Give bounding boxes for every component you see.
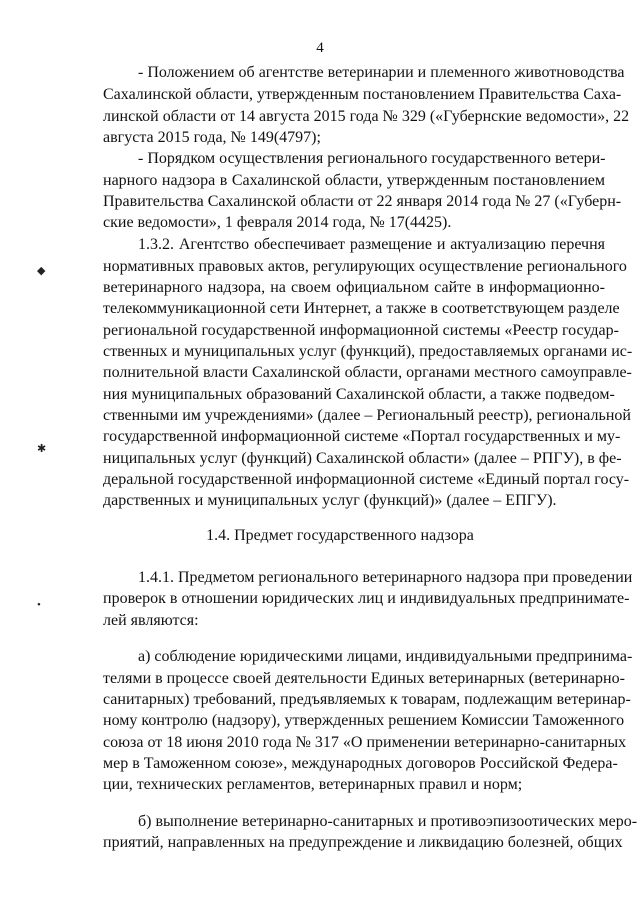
text-line: ции, технических регламентов, ветеринарных правил и норм; (103, 776, 523, 793)
text-line: Правительства Сахалинской области от 22 января 2014 года № 27 («Губерн- (103, 193, 622, 210)
text-line: ному контролю (надзору), утвержденных решением Комиссии Таможенного (103, 712, 625, 729)
text-line: санитарных) требований, предъявляемых к товарам, подлежащим ветеринар- (103, 691, 631, 708)
text-line: приятий, направленных на предупреждение и ликвидацию болезней, общих (103, 834, 623, 851)
text-line: б) выполнение ветеринарно-санитарных и противоэпизоотических меро- (138, 813, 638, 830)
text-line: региональной государственной информационной системы «Реестр государ- (103, 322, 619, 339)
text-line: полнительной власти Сахалинской области, органами местного самоуправле- (103, 364, 632, 381)
text-line: ния муниципальных образований Сахалинской области, а также подведом- (103, 386, 615, 403)
text-line: ниципальных услуг (функций) Сахалинской области» (далее – РПГУ), в фе- (103, 450, 622, 467)
text-line: ственных и муниципальных услуг (функций), предоставляемых органами ис- (103, 343, 633, 360)
text-line: - Порядком осуществления регионального государственного ветери- (138, 150, 606, 167)
text-line: дарственных и муниципальных услуг (функций)» (далее – ЕПГУ). (103, 492, 557, 509)
text-line: государственной информационной системе «Портал государственных и му- (103, 428, 621, 445)
text-line: 1.3.2. Агентство обеспечивает размещение и актуализацию перечня (138, 236, 605, 253)
text-line: линской области от 14 августа 2015 года № 329 («Губернские ведомости», 22 (103, 108, 630, 125)
text-line: нарного надзора в Сахалинской области, утвержденным постановлением (103, 172, 605, 189)
text-line: 1.4.1. Предметом регионального ветеринарного надзора при проведении (138, 569, 633, 586)
text-line: - Положением об агентстве ветеринарии и племенного животноводства (138, 64, 625, 81)
text-line: деральной государственной информационной системе «Единый портал госу- (103, 471, 630, 488)
text-line: августа 2015 года, № 149(4797); (103, 129, 321, 146)
text-line: телями в процессе своей деятельности Единых ветеринарных (ветеринарно- (103, 670, 625, 687)
text-line: Сахалинской области, утвержденным постановлением Правительства Саха- (103, 86, 622, 103)
text-line: ветеринарного надзора, на своем официальном сайте в информационно- (103, 279, 605, 296)
text-line: а) соблюдение юридическими лицами, индивидуальными предпринима- (138, 648, 633, 665)
text-line: телекоммуникационной сети Интернет, а также в соответствующем разделе (103, 300, 620, 317)
scan-mark-icon: ✱ (37, 443, 47, 455)
text-line: нормативных правовых актов, регулирующих осуществление регионального (103, 258, 627, 275)
page-number: 4 (316, 40, 324, 56)
text-line: союза от 18 июня 2010 года № 317 «О применении ветеринарно-санитарных (103, 734, 627, 751)
text-line: проверок в отношении юридических лиц и индивидуальных предпринимате- (103, 590, 630, 607)
scan-mark-icon: ◆ (37, 265, 46, 277)
text-line: лей являются: (103, 612, 199, 629)
text-line: мер в Таможенном союзе», международных договоров Российской Федера- (103, 755, 618, 772)
scan-mark-icon: • (37, 599, 41, 611)
text-line: ственными им учреждениями» (далее – Региональный реестр), региональной (103, 407, 631, 424)
section-heading: 1.4. Предмет государственного надзора (206, 527, 474, 544)
text-line: ские ведомости», 1 февраля 2014 года, № 17(4425). (103, 214, 452, 231)
